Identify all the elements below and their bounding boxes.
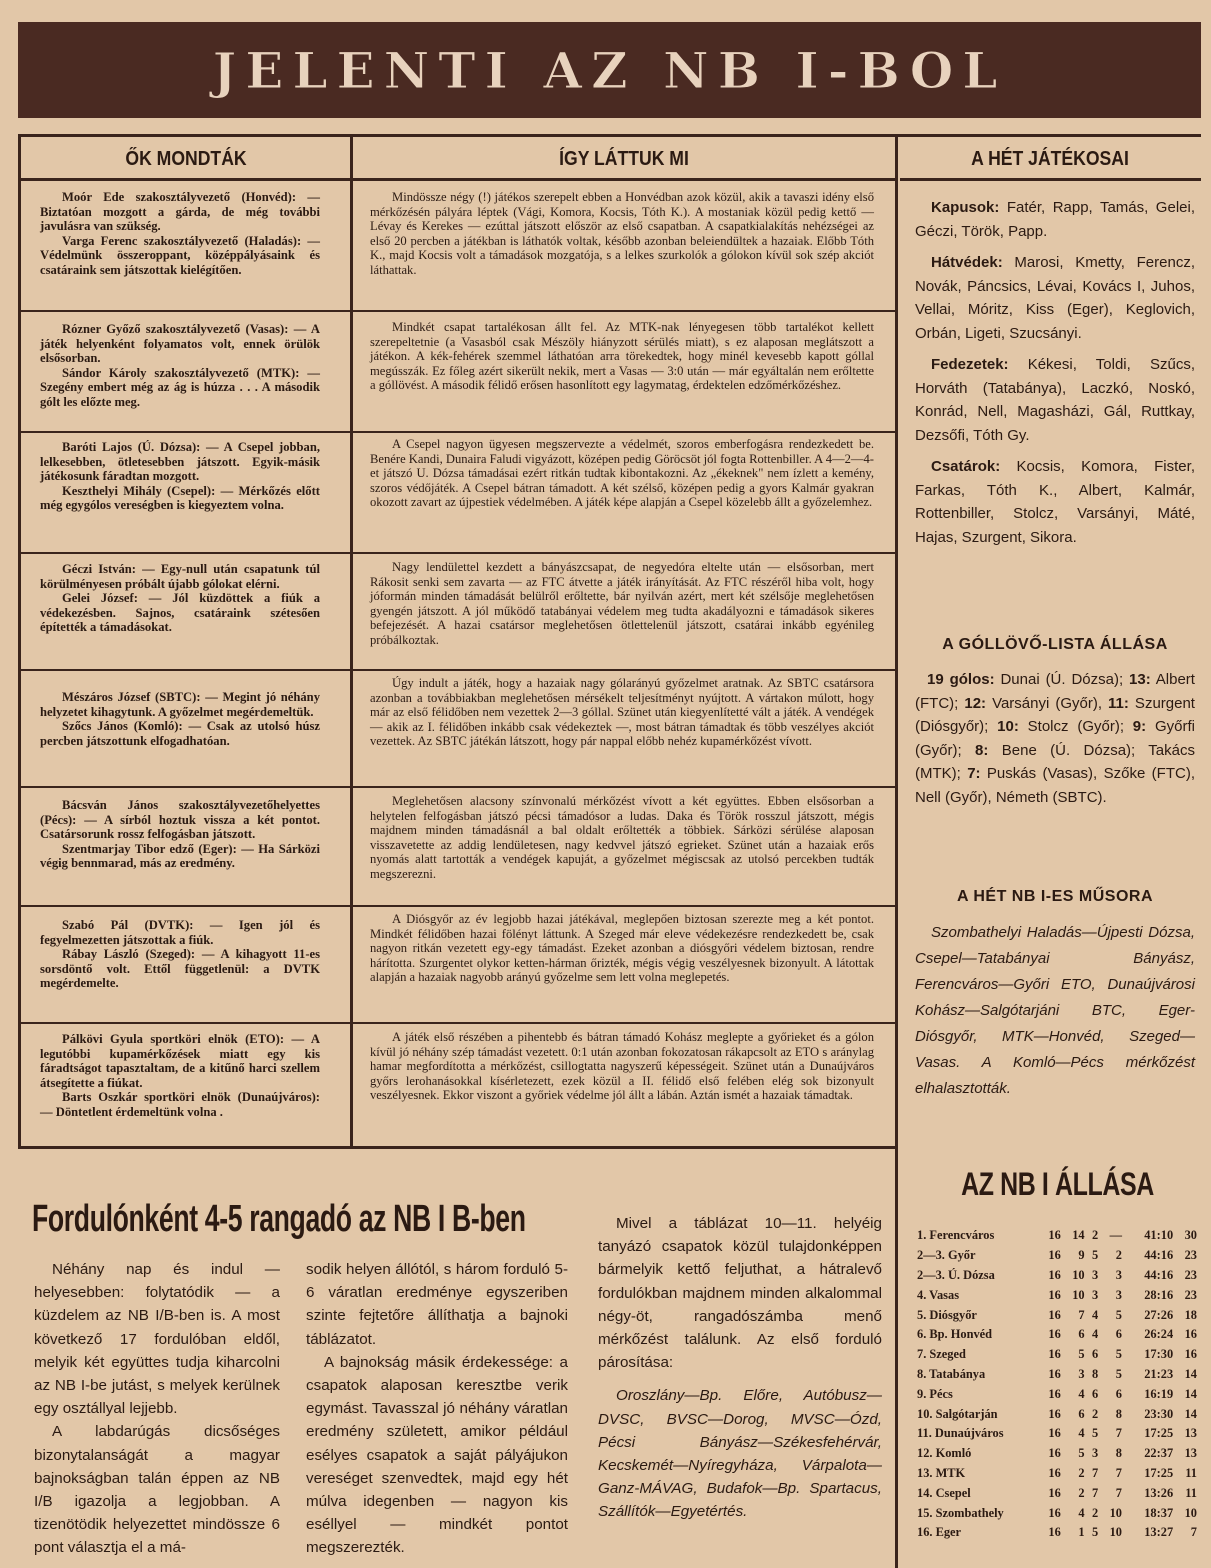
standings-value: 4 [1091,1307,1099,1322]
players-label: Hátvédek: [931,254,1003,271]
standings-row [916,1305,1198,1325]
article-col-2 [306,1258,568,1560]
rule-left [18,134,21,1146]
players-label: Kapusok: [931,199,1000,216]
quote-block [40,562,320,635]
standings-value: 6 [1078,1327,1085,1342]
scorer-goals: 7: [960,765,981,782]
scorer-goals: 13: [1123,671,1151,688]
scorer-goals: 9: [1124,718,1147,735]
article-paragraph: A bajnokság másik érdekessége: a csapatok alaposan keresztbe verik egymást. Tavasszal jó néhány váratlan eredmény született, amikor például esélyes csapatok a saját pályájukon vereséget szenvedtek, majd egy hét múlva idegenben — nagyon kis eséllyel — mindkét pontot megszerezték. [306,1353,568,1557]
program-text: Szombathelyi Haladás—Újpesti Dózsa, Csepel—Tatabányai Bányász, Ferencváros—Győri ETO, Dunaújvárosi Kohász—Salgótarjáni BTC, Eger-Diósgyőr, MTK—Honvéd, Szeged—Vasas. A Komló—Pécs mérkőzést elhalasztották. [915,924,1195,1097]
match-report: Nagy lendülettel kezdett a bányászcsapat, de negyedóra eltelte után — elsősorban, mert Rákosit senki sem zavarta — az FTC átvette a játék irányítását. Az FTC részéről hiba volt, hogy jóformán minden támadását belülről erőltette, bár nyilván azért, mert két szélsője meglehetősen gyengén játszott. A jól működő tatabányai védelem meg tudta akadályozni e támadások sikeres befejezését. A hazai csatársor meglehetősen ötlettelenül játszott, csatárai inkább egyénileg próbálkoztak. [370,560,874,647]
quote-text: Baróti Lajos (Ú. Dózsa): — A Csepel jobban, lelkesebben, ötletesebben játszott. Egyik-másik játékosunk fáradtan mozgott. [40,440,320,484]
standings-team: 13. MTK [917,1465,966,1480]
row-rule [18,552,898,554]
standings-value: 23 [1184,1267,1197,1282]
standings-value: 6 [1091,1347,1099,1362]
match-report: A Csepel nagyon ügyesen megszervezte a védelmét, szoros emberfogásra rendezkedett be. Benére Kandi, Dunaira Faludi vigyázott, középen pedig Göröcsöt jól fogta Rottenbiller. A 4—2—4-et játszó U. Dózsa támadásai ezért ritkán tudtak kibontakozni. Az „ékeknek" nem ízlett a kemény, szoros védőjáték. A Csepel bátran támadott. A két szélső, középen pedig a gyors Kalmár gyakran okozott zavart az újpestiek védelmében. A játék képe alapján a Csepel közelebb állt a győzelemhez. [370,437,874,510]
scorer-goals: 8: [961,741,989,759]
standings-value: 16 [1048,1406,1061,1421]
match-report: Mindössze négy (!) játékos szerepelt ebben a Honvédban azok közül, akik a tavaszi idény első mérkőzésén pályára léptek (Vági, Komora, Kocsis, Tóth K.). A mostaniak közül pedig kettő — Lévay és Kerekes — ezúttal játszott először az első csapatban. A csapatkialakítás nehézségei az első 20 percben a játékban is láthatók voltak, később azonban beleiendültek a hazaiak. Előbb Tóth K., majd Kocsis volt a támadások mozgatója, s a lelkes szurkolók a gólokon kívül sok szép akciót láthattak. [370,190,874,277]
standings-value: 18:37 [1144,1505,1174,1520]
standings-value: 7 [1115,1426,1122,1441]
reports-header: ÍGY LÁTTUK MI [559,148,689,170]
match-report: Úgy indult a játék, hogy a hazaiak nagy gólarányú győzelmet aratnak. Az SBTC csatársora azonban a továbbiakban meglehetősen mérsékelt teljesítményt nyújtott. A vártakon múlott, hogy már az első félidőben nem vezettek 2—3 góllal. Szünet után kiegyenlítetté vált a játék. A vendégek — akik az I. félidőben inkább csak védekeztek —, most bátran támadtak és több veszélyes akciót vezettek. Az SBTC játékán látszott, hogy pár nappal előbb nehéz kupamérkőzést vívott. [370,676,874,749]
standings-value: 44:16 [1144,1248,1174,1263]
standings-team: 5. Diósgyőr [917,1307,977,1322]
quote-block [40,690,320,748]
row-rule [18,431,898,433]
banner [18,22,1201,118]
scorer-names: Győrfi (Győr); [915,718,1195,759]
standings-value: 14 [1184,1386,1197,1401]
standings-value: 4 [1078,1426,1085,1441]
scorer-names: Puskás (Vasas), Szőke (FTC), Nell (Győr), Németh (SBTC). [915,765,1195,806]
quote-block [40,322,320,410]
standings-value: 16 [1048,1465,1061,1480]
standings-row [916,1464,1198,1484]
standings-value: 16 [1048,1228,1061,1243]
standings-value: 16 [1048,1446,1061,1461]
standings-value: 6 [1115,1386,1122,1401]
standings-value: 16 [1048,1307,1061,1322]
standings-row [916,1266,1198,1286]
rule-mid [350,134,353,1146]
standings-value: 27:26 [1144,1307,1174,1322]
article-paragraph: sodik helyen állótól, s három forduló 5-6 váratlan eredménye egyszeriben szinte fejtetőre állíthatja a bajnoki táblázatot. [306,1261,568,1348]
standings-value: 10 [1109,1525,1122,1540]
standings-value: 7 [1190,1525,1197,1540]
quote-text: Moór Ede szakosztályvezető (Honvéd): — Biztatóan mozgott a gárda, de még további javulásra van szükség. [40,190,320,234]
standings-value: 16 [1048,1287,1061,1302]
match-report: A Diósgyőr az év legjobb hazai játékával, meglepően biztosan szerezte meg a két pontot. Mindkét félidőben hazai fölényt láttunk. A Szeged már eleve védekezésre rendezkedett be, csak nagyon ritkán vezetett egy-egy támadást. Ezeket azonban a diósgyőri védelem biztosan, rendre hárította. Szurgentet olykor ketten-hárman őrizték, mégis végig veszélyesnek bizonyult. A látottak alapján a hazaiak nagyobb arányú győzelme sem lett volna meglepetés. [370,912,874,985]
standings-team: 2—3. Győr [917,1248,976,1263]
standings-row [916,1246,1198,1266]
standings-value: 13 [1184,1446,1197,1461]
scorers-list [915,668,1195,809]
standings-value: 41:10 [1144,1228,1174,1243]
article-paragraph: Mivel a táblázat 10—11. helyéig tanyázó csapatok közül tulajdonképpen bármelyik kettő feljuthat, a hátralevő fordulókban majdnem minden alkalommal négy-öt, rangadószámba menő mérkőzést találunk. Az első forduló párosítása: [598,1215,882,1372]
standings-value: 14 [1184,1406,1197,1421]
standings-value: 16 [1048,1386,1061,1401]
quote-block [40,798,320,871]
players-names: Kocsis, Komora, Fister, Farkas, Tóth K., Albert, Kalmár, Rottenbiller, Stolcz, Varsányi, Máté, Hajas, Szurgent, Sikora. [915,458,1195,546]
standings-value: 21:23 [1144,1366,1174,1381]
standings-value: 16 [1048,1327,1061,1342]
standings-value: 5 [1078,1446,1085,1461]
standings-value: 17:25 [1144,1465,1174,1480]
article-paragraph: A labdarúgás dicsőséges bizonytalanságát a magyar bajnokságban talán éppen az NB I/B igazolja a legjobban. A tizenötödik helyezettet mindössze 6 pont választja el a má- [34,1423,280,1557]
quote-text: Szabó Pál (DVTK): — Igen jól és fegyelmezetten játszottak a fiúk. [40,918,320,947]
standings-value: 7 [1091,1485,1099,1500]
players-midfielders [915,353,1195,447]
match-report: A játék első részében a pihentebb és bátran támadó Kohász meglepte a győrieket és a gólon kívül jó néhány szép támadást vezetett. 0:1 után azonban fokozatosan rákapcsolt az ETO s aránylag hamar megfordította a mérkőzést, csillogtatta nagyszerű képességeit. Szünet után a Dunaújváros győrs lerohanásokkal kísérletezett, ezek közül a II. félidő első felében elég sok bizonyult veszélyesnek. Ekkor viszont a győriek védelme jól állt a lábán. Aztán ismét a hazaiak támadtak. [370,1030,874,1103]
scorer-names: Bene (Ú. Dózsa); Takács (MTK); [915,741,1195,782]
standings-value: 16 [1048,1525,1061,1540]
standings-value: — [1109,1228,1122,1243]
standings-team: 7. Szeged [917,1347,966,1362]
quote-text: Varga Ferenc szakosztályvezető (Haladás): — Védelmünk összeroppant, középpályásaink és csatáraink sem játszottak kielégítően. [40,233,320,277]
standings-value: 5 [1115,1347,1122,1362]
standings-value: 30 [1184,1228,1197,1243]
players-defenders [915,251,1195,345]
players-header: A HÉT JÁTÉKOSAI [971,148,1129,170]
standings-row [916,1523,1198,1543]
standings-row [916,1503,1198,1523]
standings-value: 16 [1048,1505,1061,1520]
quote-text: Gelei József: — Jól küzdöttek a fiúk a védekezésben. Sajnos, csatáraink szétesően építették a támadásokat. [40,591,320,635]
rule-top [18,134,1201,137]
standings-value: 11 [1185,1485,1197,1500]
standings-team: 14. Csepel [917,1485,971,1500]
standings-value: 6 [1091,1386,1099,1401]
standings-value: 8 [1115,1446,1122,1461]
standings-value: 13:27 [1144,1525,1174,1540]
standings-value: 4 [1078,1505,1085,1520]
standings-value: 5 [1091,1248,1099,1263]
standings-row [916,1345,1198,1365]
standings-value: 3 [1115,1287,1122,1302]
scorer-goals: 11: [1102,694,1129,712]
article-title: Fordulónként 4-5 rangadó az NB I B-ben [32,1198,526,1240]
standings-value: 8 [1115,1406,1122,1421]
scorer-names: Varsányi (Győr), [986,694,1103,712]
row-rule [18,669,898,671]
standings-value: 23:30 [1144,1406,1174,1421]
standings-value: 16 [1048,1267,1061,1282]
standings-value: 7 [1115,1465,1122,1480]
quote-text: Rózner Győző szakosztályvezető (Vasas): — A játék helyenként folyamatos volt, ennek örülök elsősorban. [40,322,320,366]
standings-value: 16 [1048,1366,1061,1381]
standings-value: 5 [1115,1307,1122,1322]
match-report: Meglehetősen alacsony színvonalú mérkőzést vívott a két együttes. Ebben elsősorban a helytelen felfogásban játszó pécsi támadósor a ludas. Daka és Török rosszul játszott, mégis majdnem minden támadásnál a bal oldalt erőltették a többiek. Sárközi sérülése alaposan visszavetette az addig lendületesen, nagy kedvvel játszó egrieket. Szünet után a hazaiak erős nyomás alatt tartották a vendégek kapuját, a győzelmet mégiscsak az utolsó percekben tudták megszerezni. [370,794,874,881]
rule-header-left [18,178,895,181]
match-report: Mindkét csapat tartalékosan állt fel. Az MTK-nak lényegesen több tartalékot kellett szerepeltetnie (a Vasasból csak Mészöly hiányzott sérülés miatt), s ez alaposan meglátszott a játékon. A kék-fehérek szemmel láthatóan arra törekedtek, hogy minél kevesebb kapott góllal megússzák. Ez főleg azért sikerült nekik, mert a Vasas — 3:0 után — már egyáltalán nem erőltette a góllövést. A második félidő erősen hasonlított egy lagymatag, érdektelen edzőmérkőzéshez. [370,320,874,393]
row-rule [18,786,898,788]
standings-title: AZ NB I ÁLLÁSA [961,1166,1154,1202]
row-rule [18,1022,898,1024]
standings-team: 2—3. Ú. Dózsa [917,1267,995,1282]
players-names: Kékesi, Toldi, Szűcs, Horváth (Tatabánya), Laczkó, Noskó, Konrád, Nell, Magasházi, Gál, Ruttkay, Dezsőfi, Tóth Gy. [915,356,1195,444]
standings-value: 17:30 [1144,1347,1174,1362]
standings-value: 13:26 [1144,1485,1174,1500]
standings-value: 16:19 [1144,1386,1174,1401]
standings-team: 11. Dunaújváros [917,1426,1004,1441]
rule-header-right [900,178,1201,181]
standings-value: 2 [1115,1248,1122,1263]
standings-value: 14 [1072,1228,1085,1243]
standings-row [916,1285,1198,1305]
players-goalkeepers [915,196,1195,243]
quote-block [40,190,320,278]
standings-value: 16 [1048,1485,1061,1500]
scorer-names: Albert (FTC); [915,671,1195,712]
quote-text: Géczi István: — Egy-null után csapatunk túl körülményesen próbált újabb gólokat elérni. [40,562,320,591]
standings-value: 2 [1078,1465,1085,1480]
standings-value: 4 [1091,1327,1099,1342]
standings-value: 44:16 [1144,1267,1174,1282]
standings-value: 7 [1091,1465,1099,1480]
standings-value: 6 [1078,1406,1085,1421]
standings-value: 7 [1078,1307,1085,1322]
standings-value: 10 [1109,1505,1122,1520]
quote-block [40,1032,320,1120]
standings-value: 1 [1078,1525,1085,1540]
rule-right [895,134,898,1568]
standings-value: 5 [1091,1525,1099,1540]
row-rule [18,310,898,312]
rule-bottom [18,1146,898,1149]
standings-team: 8. Tatabánya [917,1366,986,1381]
standings-value: 3 [1115,1267,1122,1282]
players-label: Csatárok: [931,458,1001,475]
scorer-names: Stolcz (Győr); [1018,718,1124,735]
standings-value: 11 [1185,1465,1197,1480]
players-forwards [915,455,1195,549]
standings-team: 15. Szombathely [917,1505,1004,1520]
standings-value: 4 [1078,1386,1085,1401]
standings-value: 13 [1184,1426,1197,1441]
standings-value: 10 [1072,1267,1085,1282]
standings-value: 5 [1115,1366,1122,1381]
standings-value: 16 [1048,1248,1061,1263]
banner-title: JELENTI AZ NB I-BOL [212,40,1007,100]
players-names: Fatér, Rapp, Tamás, Gelei, Géczi, Török, Papp. [915,199,1195,240]
standings-team: 1. Ferencváros [917,1228,995,1243]
standings-team: 10. Salgótarján [917,1406,998,1421]
article-col-3 [598,1212,882,1524]
scorers-title: A GÓLLÖVŐ-LISTA ÁLLÁSA [942,636,1168,653]
quote-text: Keszthelyi Mihály (Csepel): — Mérkőzés előtt még egygólos vereségben is kiegyeztem volna. [40,483,320,513]
scorer-goals: 12: [958,694,987,712]
standings-value: 16 [1184,1327,1197,1342]
players-names: Marosi, Kmetty, Ferencz, Novák, Páncsics, Lévai, Kovács I, Juhos, Vellai, Móritz, Kiss (Eger), Keglovich, Orbán, Ligeti, Szucsányi. [915,254,1195,342]
scorer-goals: 19 gólos: [927,671,995,688]
players-label: Fedezetek: [931,356,1009,373]
standings-value: 16 [1048,1347,1061,1362]
standings-value: 17:25 [1144,1426,1174,1441]
article-fixtures: Oroszlány—Bp. Előre, Autóbusz—DVSC, BVSC—Dorog, MVSC—Ózd, Pécsi Bányász—Székesfehérvár, Kecskemét—Nyíregyháza, Várpalota—Ganz-MÁVAG, Budafok—Bp. Spartacus, Szállítók—Egyetértés. [598,1387,882,1521]
quote-block [40,918,320,991]
standings-value: 23 [1184,1248,1197,1263]
standings-value: 14 [1184,1366,1197,1381]
standings-row [916,1444,1198,1464]
standings-row [916,1384,1198,1404]
standings-table [916,1226,1198,1543]
standings-value: 26:24 [1144,1327,1174,1342]
quote-text: Rábay László (Szeged): — A kihagyott 11-es sorsdöntő volt. Ettől függetlenül: a DVTK megérdemelte. [40,947,320,991]
standings-row [916,1325,1198,1345]
standings-value: 6 [1115,1327,1122,1342]
standings-row [916,1404,1198,1424]
row-rule [18,905,898,907]
standings-value: 2 [1078,1485,1085,1500]
quote-text: Mészáros József (SBTC): — Megint jó néhány helyzetet kihagytunk. A győzelmet megérdemeltük. [40,690,320,719]
standings-team: 12. Komló [917,1446,972,1461]
article-col-1 [34,1258,280,1560]
quotes-header: ŐK MONDTÁK [125,148,247,170]
article-paragraph: Néhány nap és indul — helyesebben: folytatódik — a küzdelem az NB I/B-ben is. A most következő 17 fordulóban eldől, melyik két együttes tudja kiharcolni az NB I-be jutást, s melyek kerülnek egy osztállyal lejjebb. [34,1261,280,1418]
quote-text: Pálkövi Gyula sportköri elnök (ETO): — A legutóbbi kupamérkőzések miatt egy kis fáradtságot tapasztaltam, de a kitűnő harci szellem átsegítette a fiúkat. [40,1032,320,1090]
standings-value: 16 [1184,1347,1197,1362]
standings-value: 5 [1078,1347,1085,1362]
program-title: A HÉT NB I-ES MŰSORA [956,888,1154,905]
standings-team: 6. Bp. Honvéd [917,1327,993,1342]
standings-value: 22:37 [1144,1446,1174,1461]
standings-value: 10 [1072,1287,1085,1302]
standings-value: 7 [1115,1485,1122,1500]
standings-value: 9 [1078,1248,1085,1263]
standings-value: 8 [1091,1366,1099,1381]
standings-team: 4. Vasas [917,1287,960,1302]
standings-team: 9. Pécs [917,1386,953,1401]
standings-row [916,1226,1198,1246]
standings-value: 3 [1091,1267,1099,1282]
quote-text: Szőcs János (Komló): — Csak az utolsó húsz percben játszottunk elfogadhatóan. [40,719,320,748]
standings-row [916,1424,1198,1444]
standings-value: 3 [1091,1287,1099,1302]
standings-value: 2 [1091,1228,1099,1243]
standings-value: 10 [1184,1505,1197,1520]
quote-text: Barts Oszkár sportköri elnök (Dunaújváros): — Döntetlent érdemeltünk volna . [40,1090,320,1119]
players-list [915,196,1195,557]
quote-block [40,440,320,513]
standings-team: 16. Eger [917,1525,962,1540]
standings-value: 16 [1048,1426,1061,1441]
scorer-goals: 10: [988,718,1019,735]
standings-value: 18 [1184,1307,1197,1322]
standings-row [916,1365,1198,1385]
quote-text: Sándor Károly szakosztályvezető (MTK): — Szegény embert még az ág is húzza . . . A második gólt les előzte meg. [40,365,320,409]
quote-text: Bácsván János szakosztályvezetőhelyettes (Pécs): — A sírból hoztuk vissza a két pontot. Csatársorunk rossz felfogásban játszott. [40,798,320,842]
standings-value: 2 [1091,1406,1099,1421]
standings-value: 3 [1091,1446,1099,1461]
scorer-names: Dunai (Ú. Dózsa); [994,671,1124,688]
standings-value: 23 [1184,1287,1197,1302]
standings-value: 3 [1078,1366,1085,1381]
quote-text: Szentmarjay Tibor edző (Eger): — Ha Sárközi végig bennmarad, más az eredmény. [40,841,320,871]
scorer-names: Szurgent (Diósgyőr); [915,694,1195,735]
standings-value: 28:16 [1144,1287,1174,1302]
standings-value: 2 [1091,1505,1099,1520]
standings-value: 5 [1091,1426,1099,1441]
standings-row [916,1483,1198,1503]
